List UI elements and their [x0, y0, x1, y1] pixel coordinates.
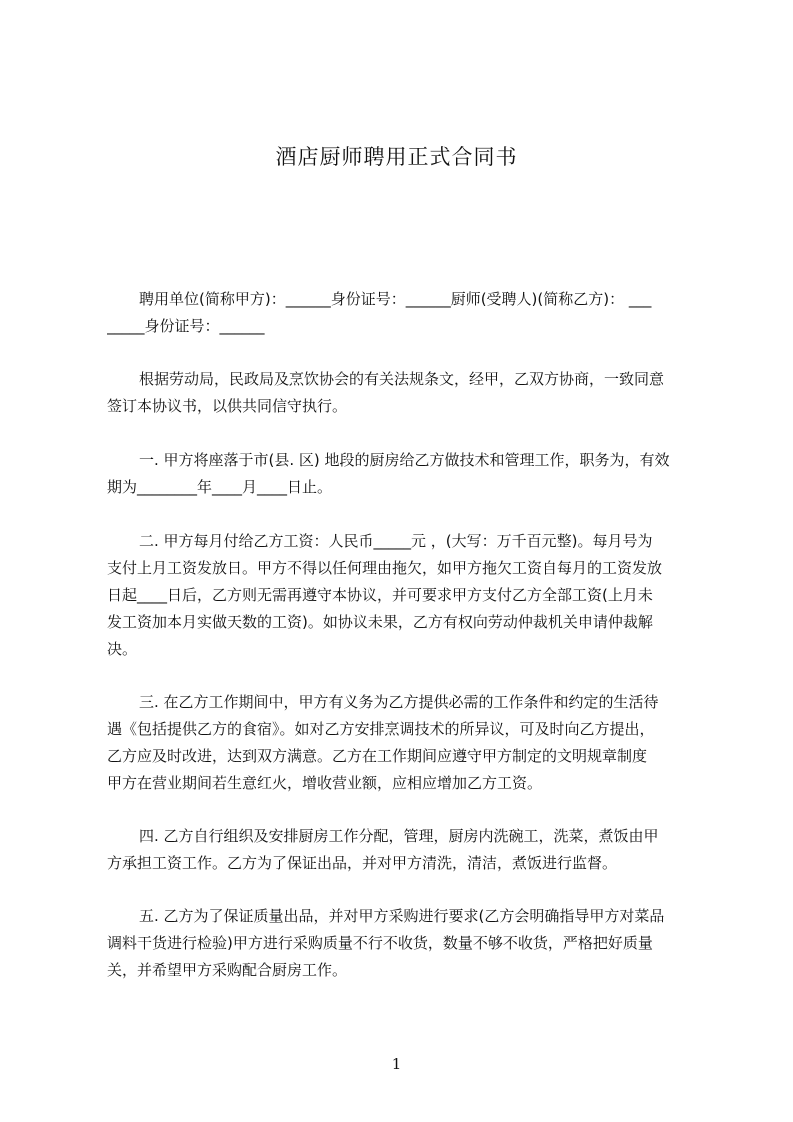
- paragraph-line: 遇《包括提供乙方的食宿》。如对乙方安排烹调技术的所异议，可及时向乙方提出，: [107, 720, 655, 738]
- paragraph-line: 签订本协议书，以供共同信守执行。: [107, 397, 348, 415]
- paragraph-clause-5: [107, 903, 702, 984]
- paragraph-line: 一. 甲方将座落于市(县. 区) 地段的厨房给乙方做技术和管理工作，职务为，有效: [139, 451, 670, 469]
- paragraph-line: 支付上月工资发放日。甲方不得以任何理由拖欠，如甲方拖欠工资自每月的工资发放: [107, 559, 663, 577]
- paragraph-line: 调料干货进行检验)甲方进行采购质量不行不收货，数量不够不收货，严格把好质量: [107, 934, 653, 952]
- paragraph-preamble: [107, 366, 702, 420]
- paragraph-line: 四. 乙方自行组织及安排厨房工作分配，管理，厨房内洗碗工，洗菜，煮饭由甲: [139, 827, 659, 845]
- paragraph-clause-3: [107, 689, 702, 797]
- paragraph-line: 聘用单位(简称甲方)：______身份证号：______厨师(受聘人)(简称乙方)： ___: [139, 290, 652, 308]
- paragraph-parties: [107, 286, 702, 340]
- paragraph-line: 期为________年____月____日止。: [107, 478, 333, 496]
- paragraph-line: 五. 乙方为了保证质量出品，并对甲方采购进行要求(乙方会明确指导甲方对菜品: [139, 907, 665, 925]
- paragraph-line: 乙方应及时改进，达到双方满意。乙方在工作期间应遵守甲方制定的文明规章制度: [107, 747, 648, 765]
- paragraph-line: 二. 甲方每月付给乙方工资：人民币_____元 ，(大写：万千百元整)。每月号为: [139, 532, 653, 550]
- paragraph-line: 发工资加本月实做天数的工资)。如协议未果，乙方有权向劳动仲裁机关申请仲裁解: [107, 613, 653, 631]
- paragraph-line: 方承担工资工作。乙方为了保证出品，并对甲方清洗，清洁，煮饭进行监督。: [107, 854, 618, 872]
- paragraph-line: 决。: [107, 640, 138, 658]
- document-title: 酒店厨师聘用正式合同书: [275, 145, 518, 169]
- paragraph-line: 关，并希望甲方采购配合厨房工作。: [107, 961, 348, 979]
- paragraph-clause-1: [107, 447, 702, 501]
- page-number: 1: [391, 1055, 402, 1073]
- paragraph-line: 甲方在营业期间若生意红火，增收营业额，应相应增加乙方工资。: [107, 774, 543, 792]
- paragraph-line: 日起____日后，乙方则无需再遵守本协议，并可要求甲方支付乙方全部工资(上月未: [107, 586, 653, 604]
- paragraph-line: _____身份证号：______: [107, 317, 265, 335]
- paragraph-clause-2: [107, 528, 702, 663]
- paragraph-clause-4: [107, 823, 702, 877]
- paragraph-line: 三. 在乙方工作期间中，甲方有义务为乙方提供必需的工作条件和约定的生活待: [139, 693, 659, 711]
- paragraph-line: 根据劳动局，民政局及烹饮协会的有关法规条文，经甲，乙双方协商，一致同意: [139, 370, 665, 388]
